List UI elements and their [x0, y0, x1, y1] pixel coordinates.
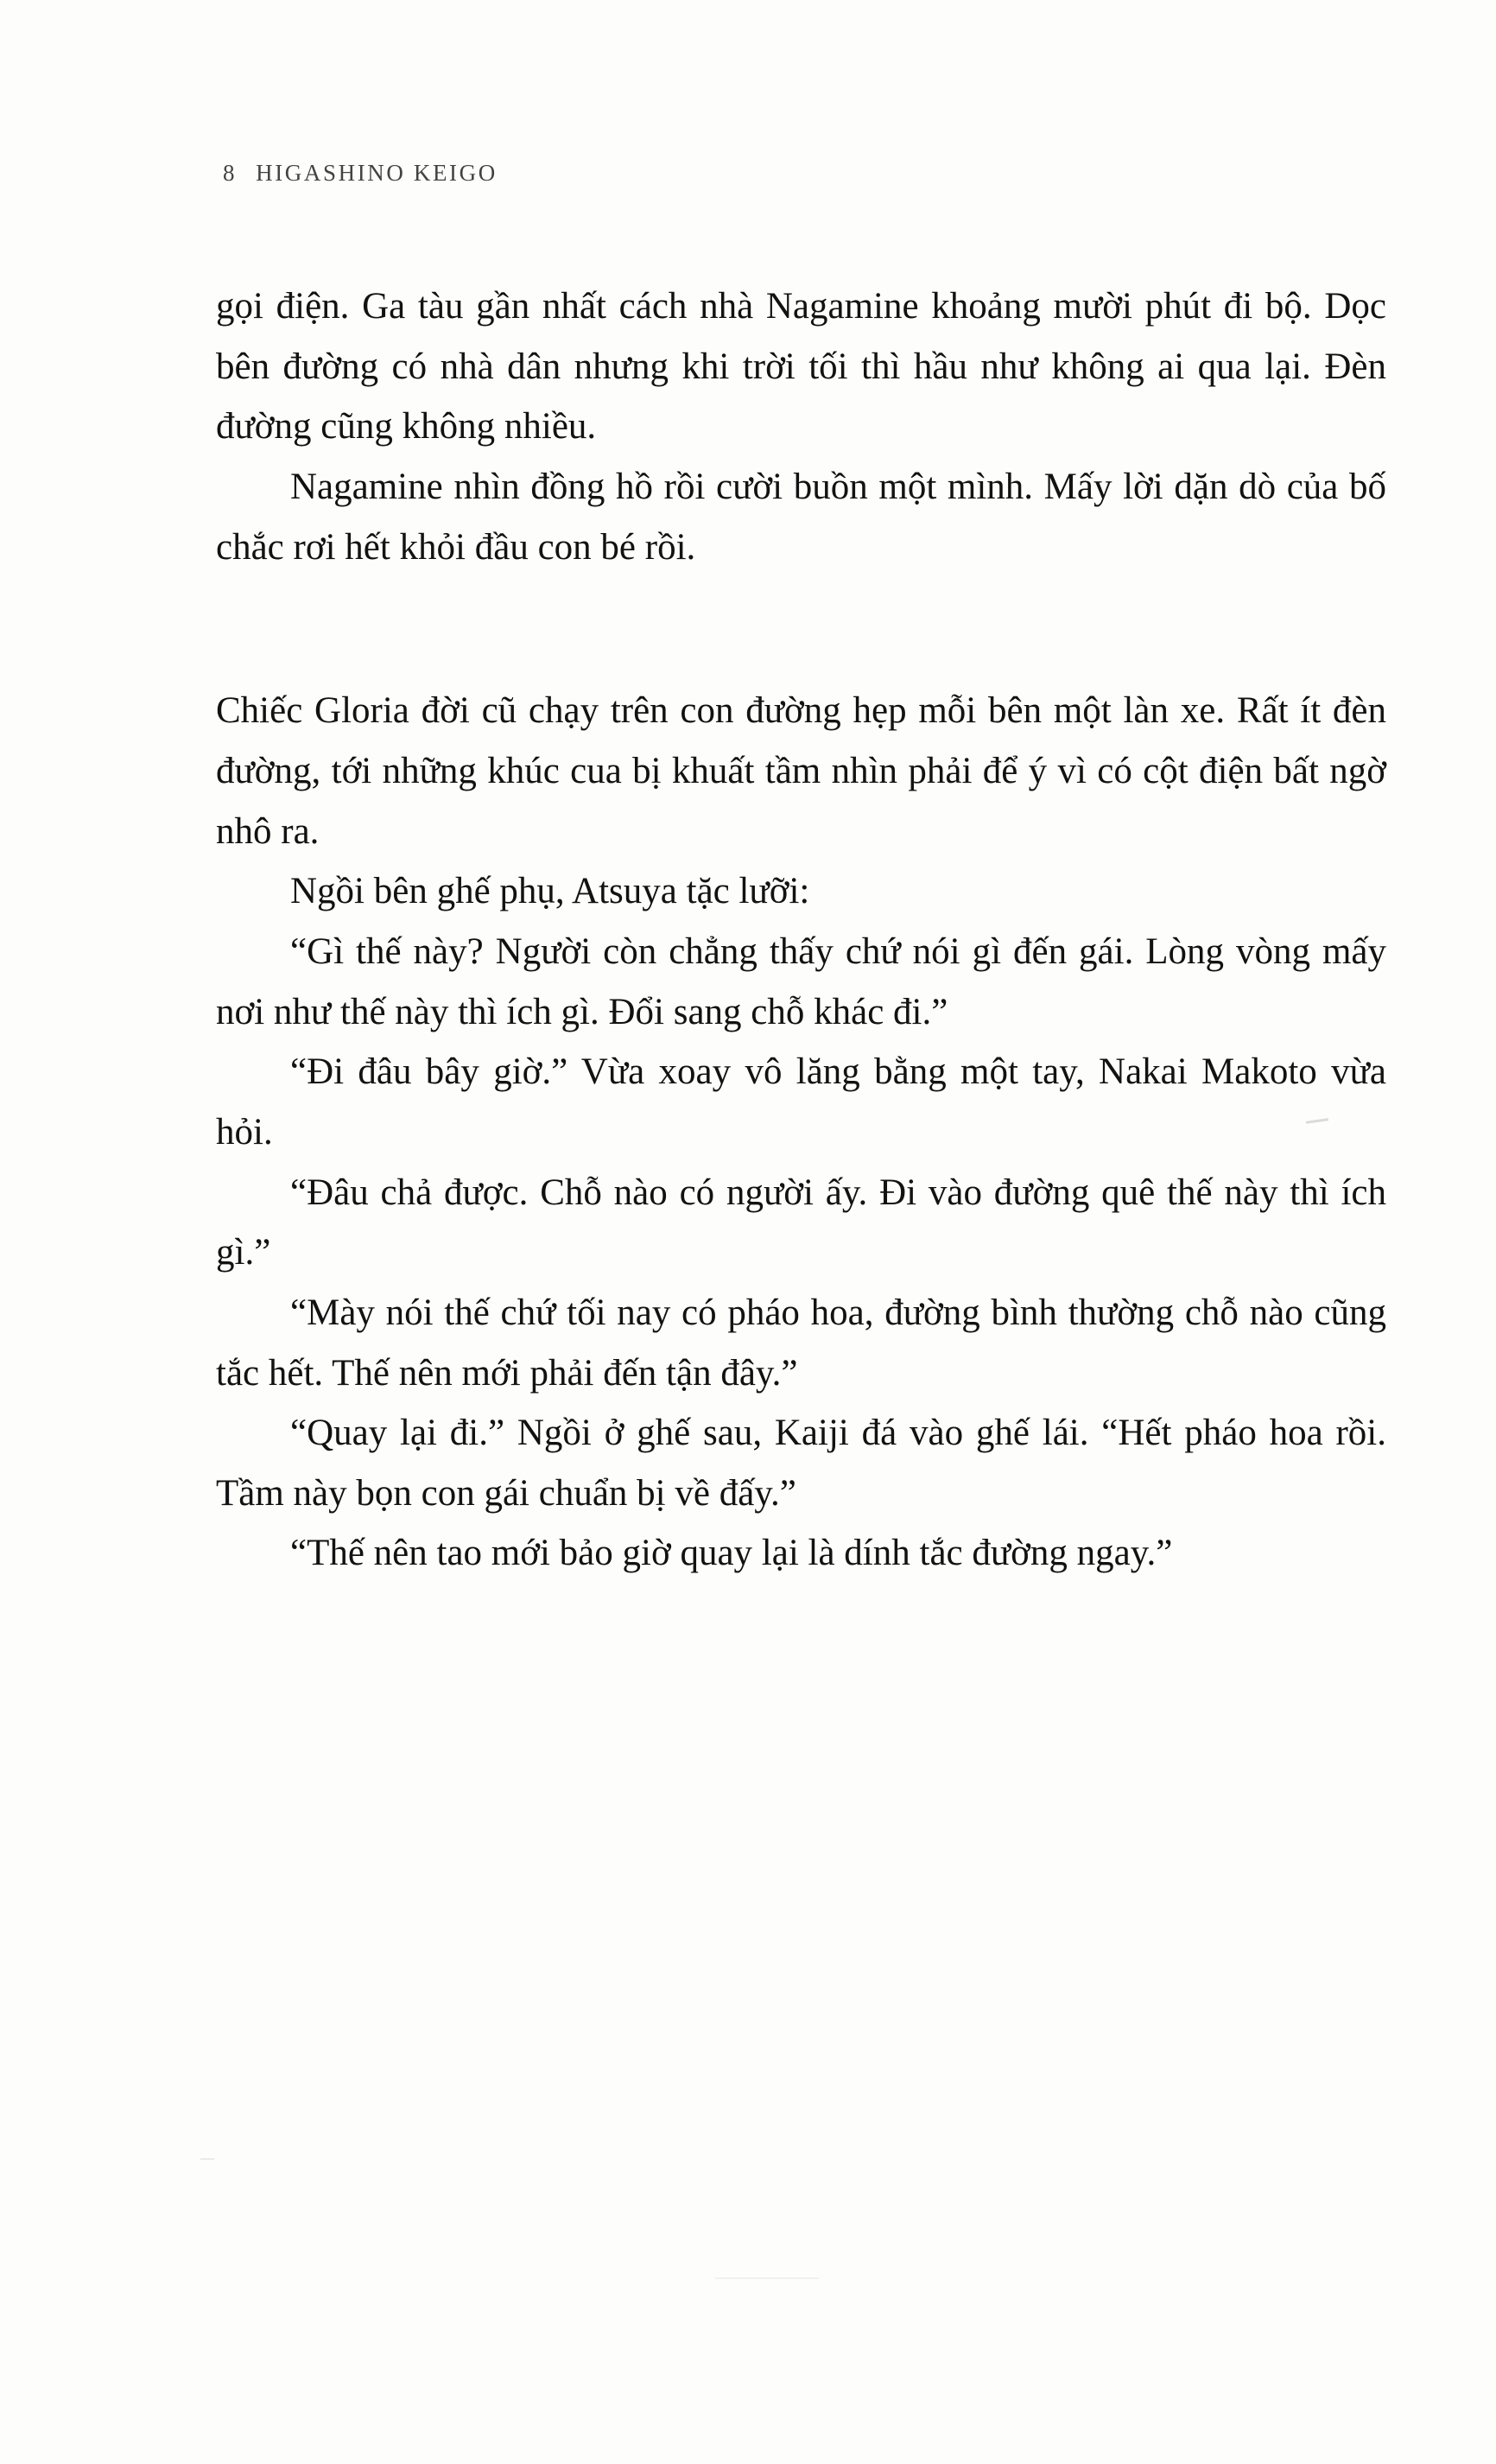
section-break: [216, 577, 1386, 681]
paragraph-9: “Quay lại đi.” Ngồi ở ghế sau, Kaiji đá vào ghế lái. “Hết pháo hoa rồi. Tầm này bọn con gái chuẩn bị về đấy.”: [216, 1413, 1386, 1514]
paragraph-3: Chiếc Gloria đời cũ chạy trên con đường hẹp mỗi bên một làn xe. Rất ít đèn đường, tới những khúc cua bị khuất tầm nhìn phải để ý vì có cột điện bất ngờ nhô ra.: [216, 690, 1386, 852]
paragraph-2: Nagamine nhìn đồng hồ rồi cười buồn một mình. Mấy lời dặn dò của bố chắc rơi hết khỏi đầu con bé rồi.: [216, 466, 1386, 568]
page-number: 8: [223, 160, 238, 186]
paragraph-7: “Đâu chả được. Chỗ nào có người ấy. Đi vào đường quê thế này thì ích gì.”: [216, 1172, 1386, 1273]
scan-artifact-bottom: [715, 2277, 819, 2279]
scan-artifact-left: [200, 2158, 214, 2160]
paragraph-4: Ngồi bên ghế phụ, Atsuya tặc lưỡi:: [290, 871, 810, 912]
paragraph-6: “Đi đâu bây giờ.” Vừa xoay vô lăng bằng một tay, Nakai Makoto vừa hỏi.: [216, 1051, 1386, 1153]
body-text: [216, 276, 1386, 1584]
running-head: [223, 160, 498, 187]
paragraph-5: “Gì thế này? Người còn chẳng thấy chứ nói gì đến gái. Lòng vòng mấy nơi như thế này thì ích gì. Đổi sang chỗ khác đi.”: [216, 930, 1386, 1032]
paragraph-1: gọi điện. Ga tàu gần nhất cách nhà Nagamine khoảng mười phút đi bộ. Dọc bên đường có nhà dân nhưng khi trời tối thì hầu như không ai qua lại. Đèn đường cũng không nhiều.: [216, 286, 1386, 448]
paragraph-8: “Mày nói thế chứ tối nay có pháo hoa, đường bình thường chỗ nào cũng tắc hết. Thế nên mới phải đến tận đây.”: [216, 1292, 1386, 1394]
running-head-author: HIGASHINO KEIGO: [256, 160, 498, 186]
paragraph-10: “Thế nên tao mới bảo giờ quay lại là dính tắc đường ngay.”: [290, 1533, 1173, 1574]
